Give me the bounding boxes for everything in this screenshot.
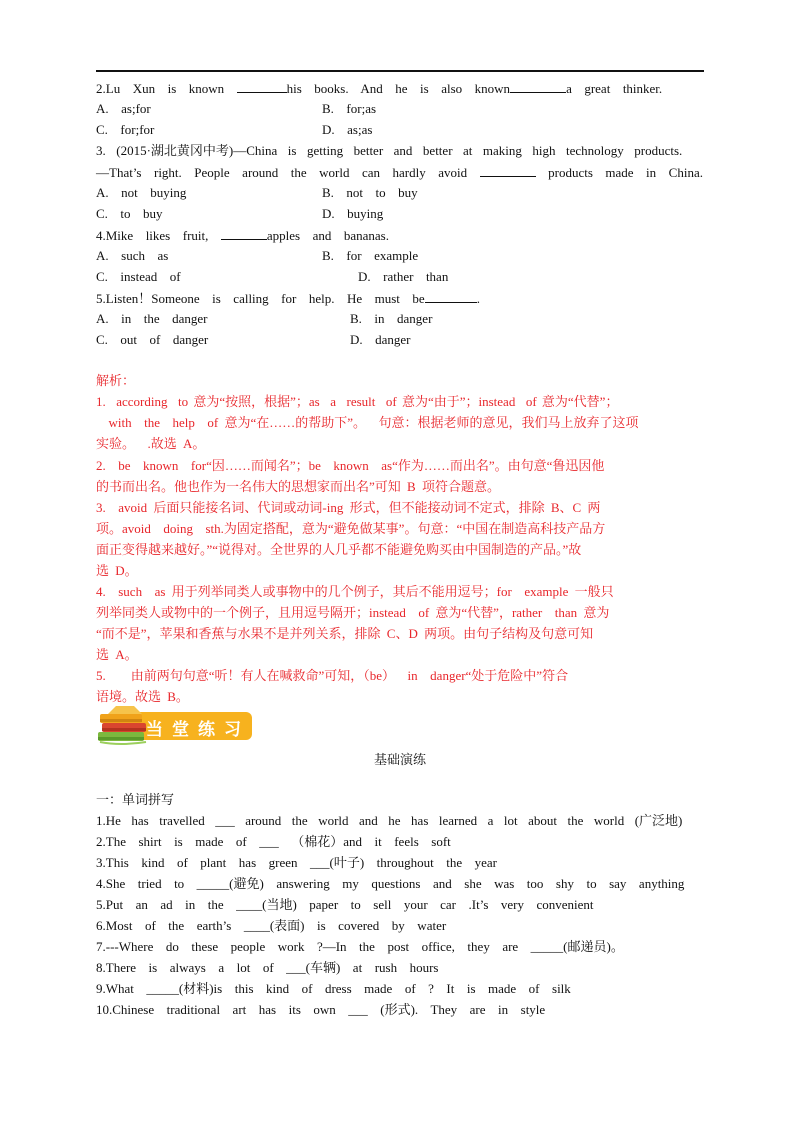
question-3-option-b: B. not to buy — [322, 185, 418, 200]
analysis-line: 语境。故选 B。 — [96, 689, 189, 704]
books-icon — [94, 704, 154, 746]
header-rule — [96, 70, 704, 72]
analysis-line: 面正变得越来越好。”“说得对。全世界的人几乎都不能避免购买由中国制造的产品。”故 — [96, 542, 582, 557]
spelling-item: 10.Chinese traditional art has its own ___ (形式). They are in style — [96, 1002, 546, 1017]
spelling-item: 3.This kind of plant has green ___(叶子) throughout the year — [96, 855, 497, 870]
spelling-item: 5.Put an ad in the ____(当地) paper to sell your car .It’s very convenient — [96, 897, 594, 912]
section-banner — [94, 704, 264, 746]
analysis-line: 项。avoid doing sth.为固定搭配，意为“避免做某事”。句意：“中国在制造高科技产品方 — [96, 521, 606, 536]
spelling-item: 7.---Where do these people work ?—In the post office, they are _____(邮递员)。 — [96, 939, 624, 954]
question-3-option-d: D. buying — [322, 206, 384, 221]
question-4-option-b: B. for example — [322, 248, 419, 263]
question-5-option-b: B. in danger — [350, 311, 433, 326]
question-5-stem: 5.Listen！Someone is calling for help. He must be . — [96, 291, 480, 306]
spelling-item: 6.Most of the earth’s ____(表面) is covered by water — [96, 918, 447, 933]
analysis-line: 选 D。 — [96, 563, 138, 578]
question-2-option-a: A. as;for — [96, 101, 151, 116]
spelling-item: 9.What _____(材料)is this kind of dress made of ? It is made of silk — [96, 981, 571, 996]
question-4-option-d: D. rather than — [358, 269, 449, 284]
spelling-item: 2.The shirt is made of ___ （棉花）and it feels soft — [96, 834, 451, 849]
analysis-line: 4. such as 用于列举同类人或事物中的几个例子，其后不能用逗号；for example 一般只 — [96, 584, 614, 599]
question-2-option-b: B. for;as — [322, 101, 377, 116]
analysis-line: “而不是”，苹果和香蕉与水果不是并列关系，排除 C、D 两项。由句子结构及句意可知 — [96, 626, 594, 641]
analysis-line: 5. 由前两句句意“听！有人在喊救命”可知，（be） in danger“处于危险中”符合 — [96, 668, 569, 683]
question-3-option-a: A. not buying — [96, 185, 187, 200]
banner-label: 当堂练习 — [146, 720, 250, 740]
spelling-item: 1.He has travelled ___ around the world and he has learned a lot about the world (广泛地) — [96, 813, 683, 828]
analysis-line: 3. avoid 后面只能接名词、代词或动词-ing 形式，但不能接动词不定式，排除 B、C 两 — [96, 500, 601, 515]
question-4-option-c: C. instead of — [96, 269, 181, 284]
analysis-line: 实验。 .故选 A。 — [96, 436, 206, 451]
question-2-option-d: D. as;as — [322, 122, 373, 137]
question-5-option-a: A. in the danger — [96, 311, 208, 326]
question-2-stem: 2.Lu Xun is known his books. And he is also known a great thinker. — [96, 81, 663, 96]
analysis-heading: 解析： — [96, 373, 136, 388]
spelling-item: 8.There is always a lot of ___(车辆) at rush hours — [96, 960, 439, 975]
question-4-stem: 4.Mike likes fruit, apples and bananas. — [96, 228, 389, 243]
question-4-option-a: A. such as — [96, 248, 169, 263]
spelling-item: 4.She tried to _____(避免) answering my questions and she was too shy to say anything — [96, 876, 685, 891]
part-heading: 一：单词拼写 — [96, 792, 175, 807]
analysis-line: with the help of 意为“在……的帮助下”。 句意：根据老师的意见，我们马上放弃了这项 — [96, 415, 639, 430]
question-5-option-d: D. danger — [350, 332, 411, 347]
analysis-line: 1. according to 意为“按照，根据”；as a result of 意为“由于”；instead of 意为“代替”； — [96, 394, 619, 409]
section-title: 基础演练 — [373, 752, 426, 767]
question-3-stem: 3. (2015·湖北黄冈中考)—China is getting better and better at making high technology products. — [96, 143, 683, 158]
analysis-line: 2. be known for“因……而闻名”；be known as“作为……而出名”。由句意“鲁迅因他 — [96, 458, 605, 473]
question-5-option-c: C. out of danger — [96, 332, 209, 347]
question-2-option-c: C. for;for — [96, 122, 155, 137]
question-3-stem-2: —That’s right. People around the world can hardly avoid products made in China. — [96, 165, 703, 180]
analysis-line: 列举同类人或物中的一个例子，且用逗号隔开；instead of 意为“代替”，rather than 意为 — [96, 605, 610, 620]
analysis-line: 选 A。 — [96, 647, 138, 662]
analysis-line: 的书而出名。他也作为一名伟大的思想家而出名”可知 B 项符合题意。 — [96, 479, 500, 494]
question-3-option-c: C. to buy — [96, 206, 163, 221]
